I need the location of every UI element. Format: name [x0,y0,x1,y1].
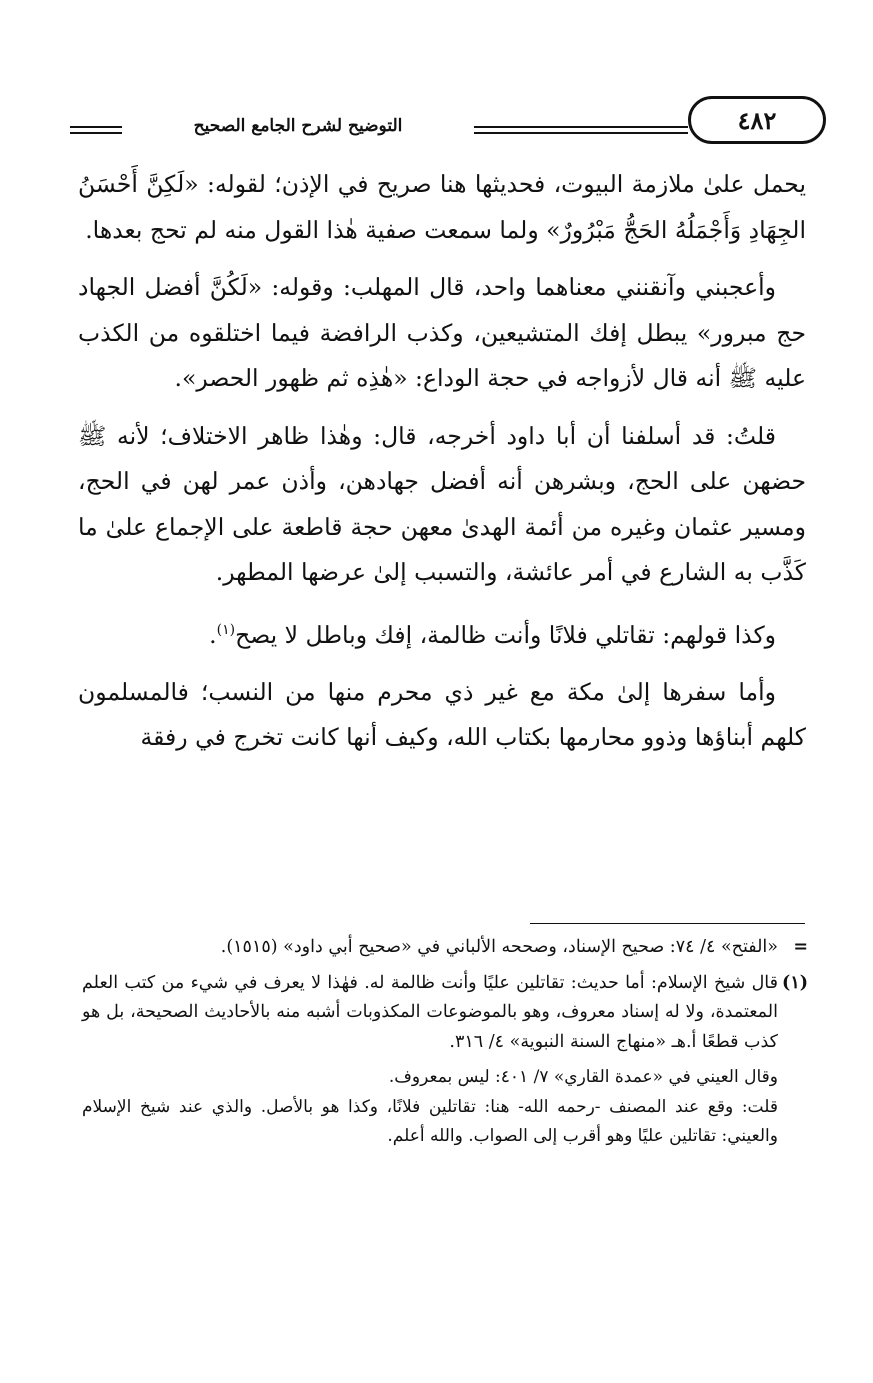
paragraph-2: وأعجبني وآنقنني معناهما واحد، قال المهلب: وقوله: «لَكُنَّ أفضل الجهاد حج مبرور» يبطل إفك المتشيعين، وكذب الرافضة فيما اختلقوه من الكذب عليه ﷺ أنه قال لأزواجه في حجة الوداع: «هٰذِه ثم ظهور الحصر». [78,273,806,392]
page-number: ٤٨٢ [688,96,826,144]
footnote-reference[interactable]: (١) [216,621,236,638]
footnote-1-marker: (١) [782,972,808,993]
footnote-continuation [82,933,808,963]
footnote-separator [530,923,805,924]
paragraph-4: وكذا قولهم: تقاتلي فلانًا وأنت ظالمة، إفك وباطل لا يصح$^{(١)}$. [209,620,776,649]
paragraph-3: قلتُ: قد أسلفنا أن أبا داود أخرجه، قال: وهٰذا ظاهر الاختلاف؛ لأنه ﷺ حضهن على الحج، وبشرهن أنه أفضل جهادهن، وأذن عمر لهن في الحج، ومسير عثمان وغيره من أئمة الهدىٰ معهن حجة قاطعة على الإجماع علىٰ ما كَذَّب به الشارع في أمر عائشة، والتسبب إلىٰ عرضها المطهر. [78,421,806,586]
header-rule-left-bottom [70,132,122,134]
continuation-marker: = [793,937,808,957]
paragraph-1: يحمل علىٰ ملازمة البيوت، فحديثها هنا صريح في الإذن؛ لقوله: «لَكِنَّ أَحْسَنُ الجِهَادِ وَأَجْمَلُهُ الحَجُّ مَبْرُورٌ» ولما سمعت صفية هٰذا القول منه لم تحج بعدها. [78,170,806,244]
header-rule-left-top [70,126,122,128]
header-rule-middle-bottom [474,132,688,134]
footnote-1-line-2: وقال العيني في «عمدة القاري» ٧/ ٤٠١: ليس بمعروف. [388,1067,778,1087]
header-rule-middle-top [474,126,688,128]
running-title: التوضيح لشرح الجامع الصحيح [193,116,403,136]
footnote-1-line-3: قلت: وقع عند المصنف -رحمه الله- هنا: تقاتلين فلانًا، وكذا هو بالأصل. والذي عند شيخ الإسلام والعيني: تقاتلين عليًا وهو أقرب إلى الصواب. والله أعلم. [82,1096,778,1146]
continuation-text: «الفتح» ٤/ ٧٤: صحيح الإسناد، وصححه الألباني في «صحيح أبي داود» (١٥١٥). [220,937,778,957]
page-header [70,96,805,154]
footnotes [82,933,808,1152]
paragraph-5: وأما سفرها إلىٰ مكة مع غير ذي محرم منها من النسب؛ فالمسلمون كلهم أبناؤها وذوو محارمها بكتاب الله، وكيف أنها كانت تخرج في رفقة [78,677,806,752]
footnote-1 [82,969,808,1058]
paragraph-4-text: وكذا قولهم: تقاتلي فلانًا وأنت ظالمة، إفك وباطل لا يصح [235,620,776,649]
main-text [78,162,806,773]
footnote-1-text: قال شيخ الإسلام: أما حديث: تقاتلين عليًا وأنت ظالمة له. فهٰذا لا يعرف في شيء من كتب العلم المعتمدة، ولا له إسناد معروف، وهو بالموضوعات المكذوبات أشبه منه بالأحاديث الصحيحة، بل هو كذب قطعًا أ.هـ «منهاج السنة النبوية» ٤/ ٣١٦. [82,972,778,1052]
